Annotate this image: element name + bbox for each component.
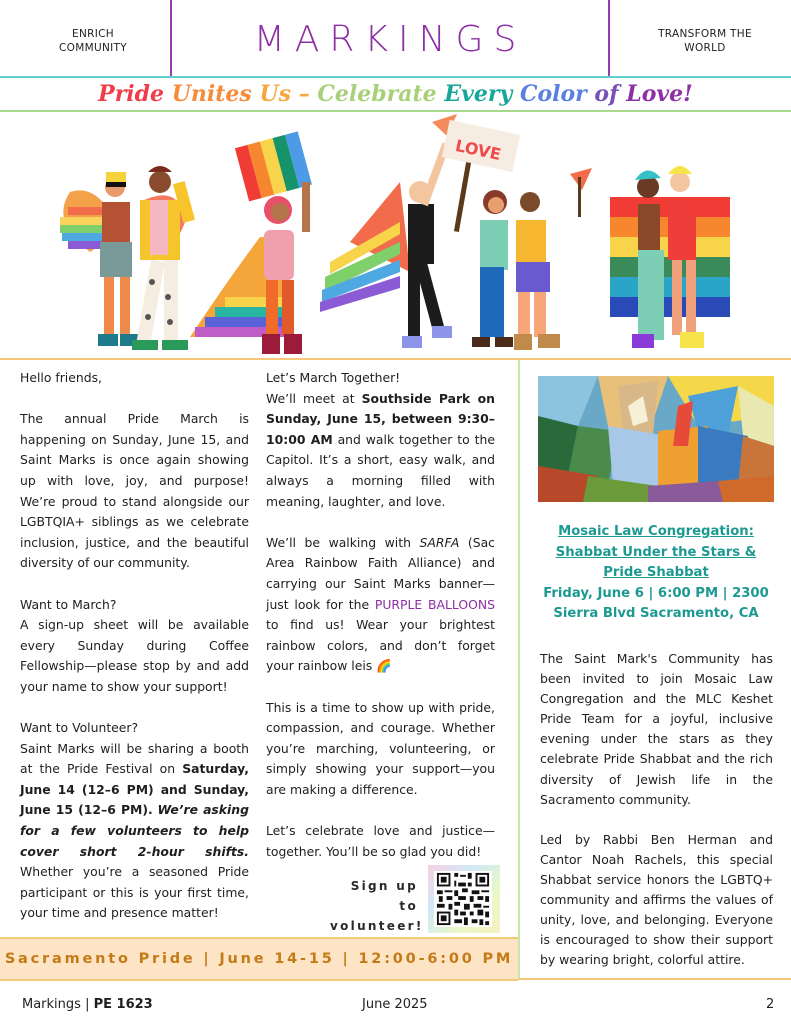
volunteer-heading: Want to Volunteer? <box>20 720 139 736</box>
love-sign-text: LOVE <box>453 135 503 165</box>
footer-date: June 2025 <box>362 997 428 1012</box>
volunteer-dates: Saturday, June 14 (12–6 PM) and Sunday, June 15 (12–6 PM). <box>20 761 249 818</box>
banner-word: Color <box>519 81 587 107</box>
footer-issue: PE 1623 <box>93 997 153 1012</box>
walk-text: We’ll be walking with <box>266 534 420 550</box>
purple-balloons: PURPLE BALLOONS <box>374 596 496 612</box>
banner-word: of <box>594 81 619 107</box>
meet-text: We’ll meet at <box>266 390 362 406</box>
march-heading: Want to March? <box>20 596 117 612</box>
footer-title: Markings <box>22 997 81 1012</box>
event-link[interactable]: Pride Shabbat <box>603 565 709 580</box>
middle-column <box>266 368 495 862</box>
event-header <box>528 522 784 625</box>
masthead-divider <box>608 0 610 76</box>
volunteer-ask: We’re asking for a few volunteers to help cover short 2-hour shifts. <box>20 802 249 859</box>
figure-yellow-jacket <box>132 166 195 350</box>
event-paragraph: The Saint Mark's Community has been invited to join Mosaic Law Congregation and the MLC Keshet Pride Team for a joyful, inclusive evening under the stars as they celebrate Pride Shabbat and the rich diversity of Jewish life in the Sacramento community. <box>540 651 773 807</box>
tagline-line: TRANSFORM THE <box>658 28 752 40</box>
signup-line: volunteer! <box>330 919 424 933</box>
pride-march-illustration <box>40 112 760 358</box>
sarfa-name: SARFA <box>419 534 460 550</box>
volunteer-text: Saint Marks will be sharing a booth at the Pride Festival on <box>20 740 249 777</box>
signup-line: Sign up to <box>350 879 418 913</box>
event-link[interactable]: Mosaic Law Congregation: <box>558 524 754 539</box>
walk-paragraph <box>266 533 495 677</box>
banner-word: Love! <box>626 81 693 107</box>
mosaic-artwork-image <box>538 376 774 502</box>
tagline-line: ENRICH <box>72 28 114 40</box>
walk-text: to find us! Wear your brightest rainbow colors, and don’t forget your rainbow leis 🌈 <box>266 617 495 674</box>
march-paragraph: A sign-up sheet will be available every Sunday during Coffee Fellowship—please stop by and add your name to show your support! <box>20 617 249 694</box>
time-paragraph: This is a time to show up with pride, compassion, and courage. Whether you’re marching, volunteering, or simply showing your support—you are making a difference. <box>266 699 495 797</box>
event-details: Sierra Blvd Sacramento, CA <box>553 606 759 621</box>
banner-word: – <box>298 81 310 107</box>
figure-rainbow-cape <box>320 114 457 348</box>
event-paragraph: Led by Rabbi Ben Herman and Cantor Noah Rachels, this special Shabbat service honors the LGBTQ+ community and affirms the values of unity, love, and belonging. Everyone is encouraged to show their support by wearing bright, colorful attire. <box>540 831 773 968</box>
footer-separator: | <box>80 997 94 1012</box>
event-details: Friday, June 6 | 6:00 PM | 2300 <box>543 585 769 601</box>
headline-banner <box>0 78 791 110</box>
greeting: Hello friends, <box>20 370 102 385</box>
footer-publication <box>22 997 153 1012</box>
divider-line <box>518 978 791 980</box>
intro-paragraph: The annual Pride March is happening on Sunday, June 15, and Saint Marks is once again showing up with love, joy, and purpose! We’re proud to stand alongside our LGBTQIA+ siblings as we celebrate inclusion, justice, and the beautiful diversity of our community. <box>20 411 249 571</box>
banner-word: Pride <box>98 81 165 107</box>
masthead <box>0 0 791 76</box>
figure-rainbow-dress <box>190 131 312 354</box>
walk-text: (Sac Area Rainbow Faith Alliance) and carrying our Saint Marks banner—just look for the <box>266 534 495 612</box>
banner-word: Every <box>444 81 513 107</box>
sacramento-pride-banner: Sacramento Pride | June 14-15 | 12:00-6:00 PM <box>0 937 518 981</box>
masthead-left-tagline <box>8 27 178 55</box>
newsletter-title: MARKINGS <box>253 19 527 60</box>
qr-code-icon <box>434 871 492 927</box>
meet-text: and walk together to the Capitol. It’s a short, easy walk, and always a morning filled with meaning, laughter, and love. <box>266 431 495 509</box>
banner-word: Us <box>259 81 292 107</box>
left-column <box>20 368 249 924</box>
figure-flag-couple <box>610 166 730 348</box>
masthead-right-tagline <box>612 27 791 55</box>
tagline-line: COMMUNITY <box>59 42 127 54</box>
meet-location: Southside Park on Sunday, June 15, between 9:30–10:00 AM <box>266 390 495 447</box>
meet-paragraph <box>266 389 495 513</box>
divider-line <box>0 358 791 360</box>
event-link[interactable]: Shabbat Under the Stars & <box>555 544 757 560</box>
page-number: 2 <box>766 997 775 1012</box>
volunteer-paragraph <box>20 739 249 924</box>
volunteer-text: Whether you’re a seasoned Pride participant or this is your first time, your time and presence matter! <box>20 864 249 921</box>
march-together-heading: Let’s March Together! <box>266 370 401 385</box>
volunteer-qr-code[interactable] <box>428 865 500 933</box>
signup-callout <box>330 876 424 936</box>
right-column-text <box>540 649 773 970</box>
closing-paragraph: Let’s celebrate love and justice—together. You’ll be so glad you did! <box>266 823 495 859</box>
banner-word: Unites <box>171 81 252 107</box>
column-divider <box>518 360 520 980</box>
figure-love-sign-couple <box>442 120 592 350</box>
tagline-line: WORLD <box>684 42 726 54</box>
banner-word: Celebrate <box>317 81 437 107</box>
